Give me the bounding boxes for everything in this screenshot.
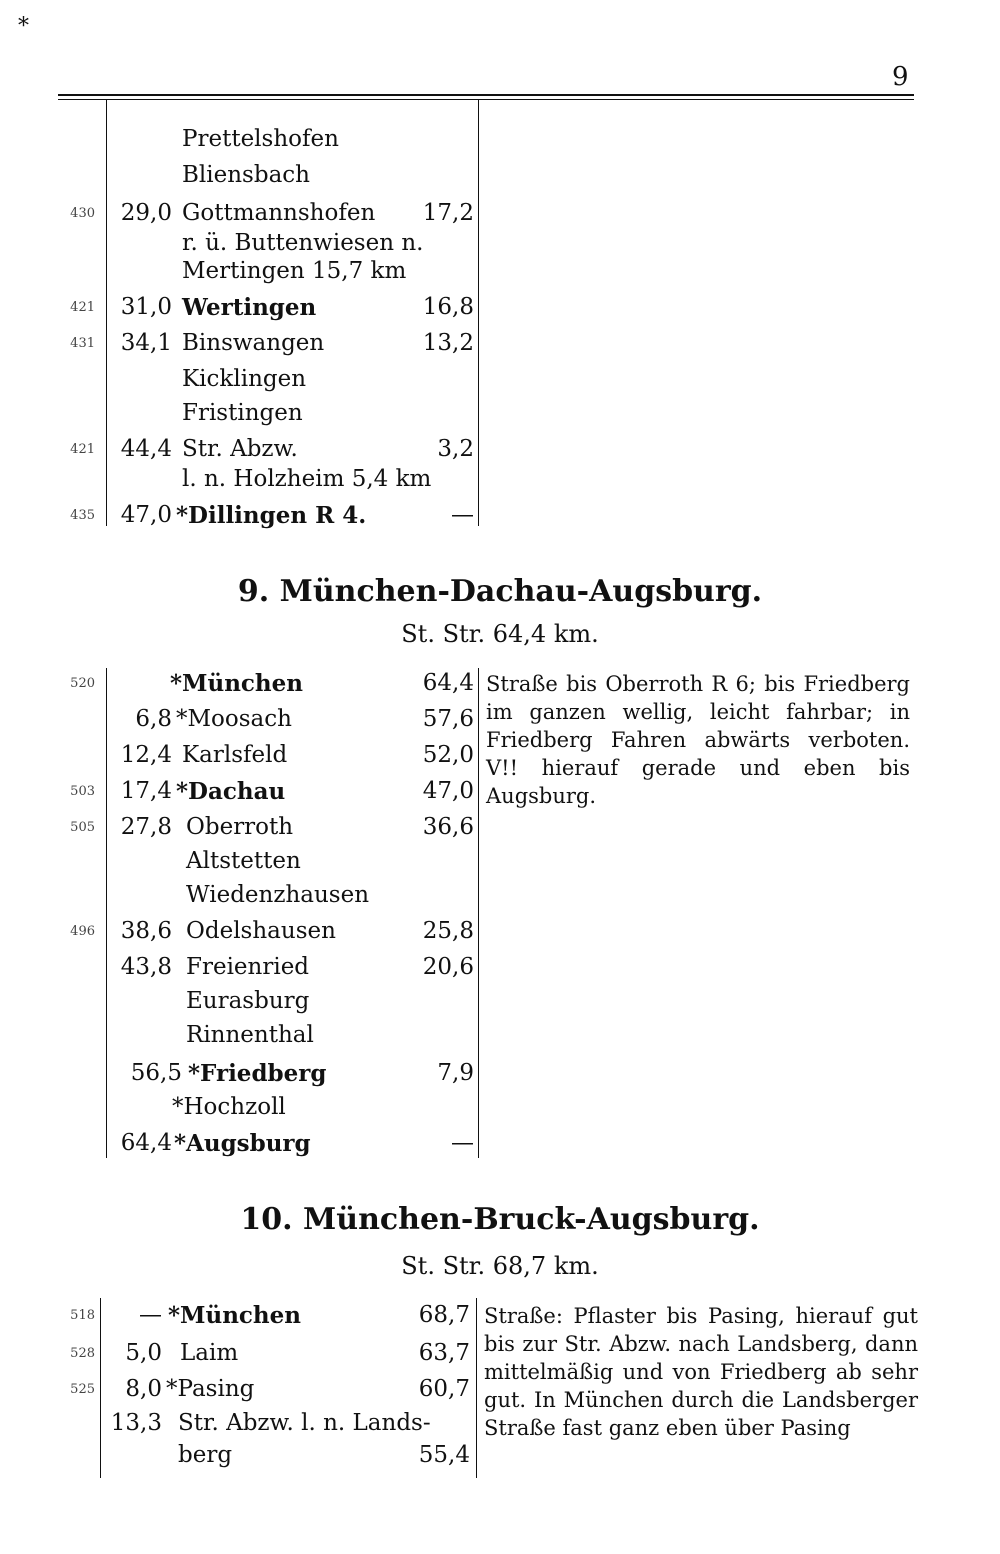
elevation: 505 — [70, 820, 95, 835]
elevation: 431 — [70, 336, 95, 351]
place-name: l. n. Holzheim 5,4 km — [182, 466, 432, 492]
place-name: *Friedberg — [188, 1060, 327, 1087]
place-name: Oberroth — [186, 814, 294, 840]
column-rule — [478, 668, 479, 1158]
section-title: 9. München-Dachau-Augsburg. — [237, 574, 763, 609]
elevation: 528 — [70, 1346, 95, 1361]
elevation: 525 — [70, 1382, 95, 1397]
page-number: 9 — [892, 62, 909, 92]
place-name: Kicklingen — [182, 366, 307, 392]
km-from-start: 17,4 — [120, 778, 172, 804]
km-remaining: 52,0 — [422, 742, 474, 768]
elevation: 503 — [70, 784, 95, 799]
elevation: 520 — [70, 676, 95, 691]
place-name: berg — [178, 1442, 233, 1468]
elevation: 435 — [70, 508, 95, 523]
place-name: Altstetten — [186, 848, 301, 874]
km-from-start: 5,0 — [125, 1340, 162, 1366]
place-name: Bliensbach — [182, 162, 310, 188]
km-from-start: 27,8 — [120, 814, 172, 840]
header-rule-bottom — [58, 99, 914, 100]
km-remaining: 7,9 — [437, 1060, 474, 1086]
place-name: *Augsburg — [174, 1130, 311, 1157]
km-remaining: 25,8 — [422, 918, 474, 944]
place-name: Gottmannshofen — [182, 200, 376, 226]
place-name: *München — [170, 670, 304, 697]
elevation: 421 — [70, 300, 95, 315]
km-remaining: 47,0 — [422, 778, 474, 804]
elevation: 518 — [70, 1308, 95, 1323]
place-name: Str. Abzw. — [182, 436, 298, 462]
place-name: Prettelshofen — [182, 126, 339, 152]
km-from-start: 56,5 — [130, 1060, 182, 1086]
route-description: Straße bis Oberroth R 6; bis Friedberg im ganzen wellig, leicht fahrbar; in Friedberg Fahren abwärts verboten. V!! hierauf gerade und eben bis Augsburg. — [486, 672, 910, 808]
place-name: *München — [168, 1302, 302, 1329]
elevation: 496 — [70, 924, 95, 939]
place-name: Freienried — [186, 954, 310, 980]
km-remaining: 13,2 — [422, 330, 474, 356]
section-title: 10. München-Bruck-Augsburg. — [240, 1202, 760, 1237]
km-remaining: 68,7 — [418, 1302, 470, 1328]
place-name: Binswangen — [182, 330, 325, 356]
km-from-start: 64,4 — [120, 1130, 172, 1156]
place-name: r. ü. Buttenwiesen n. — [182, 230, 424, 256]
place-name: Odelshausen — [186, 918, 336, 944]
place-name: *Moosach — [176, 706, 292, 732]
place-name: Str. Abzw. l. n. Lands- — [178, 1410, 431, 1436]
km-remaining: 57,6 — [422, 706, 474, 732]
route-description: Straße: Pflaster bis Pasing, hierauf gut bis zur Str. Abzw. nach Landsberg, dann mittelmäßig und von Friedberg ab sehr gut. In München durch die Landsberger Straße fast ganz eben über Pasing — [484, 1304, 918, 1440]
place-name: Fristingen — [182, 400, 303, 426]
elevation: 421 — [70, 442, 95, 457]
column-rule — [476, 1298, 477, 1478]
km-remaining: 64,4 — [422, 670, 474, 696]
km-remaining: 55,4 — [418, 1442, 470, 1468]
km-remaining: 17,2 — [422, 200, 474, 226]
place-name: Mertingen 15,7 km — [182, 258, 407, 284]
asterisk-mark: * — [18, 14, 29, 39]
km-from-start: 38,6 — [120, 918, 172, 944]
place-name: *Dachau — [176, 778, 286, 805]
place-name: Eurasburg — [186, 988, 310, 1014]
km-remaining: 36,6 — [422, 814, 474, 840]
place-name: Laim — [180, 1340, 239, 1366]
place-name: *Pasing — [166, 1376, 255, 1402]
place-name: *Hochzoll — [172, 1094, 286, 1120]
place-name: Rinnenthal — [186, 1022, 314, 1048]
km-from-start: 6,8 — [135, 706, 172, 732]
place-name: Karlsfeld — [182, 742, 288, 768]
km-remaining: 63,7 — [418, 1340, 470, 1366]
km-remaining: — — [451, 502, 474, 528]
km-remaining: 60,7 — [418, 1376, 470, 1402]
place-name: Wiedenzhausen — [186, 882, 370, 908]
km-from-start: 43,8 — [120, 954, 172, 980]
section-subtitle: St. Str. 64,4 km. — [401, 620, 599, 648]
km-from-start: 13,3 — [110, 1410, 162, 1436]
km-remaining: 3,2 — [437, 436, 474, 462]
place-name: *Dillingen R 4. — [176, 502, 367, 529]
km-from-start: 47,0 — [120, 502, 172, 528]
km-from-start: 44,4 — [120, 436, 172, 462]
km-from-start: — — [139, 1302, 162, 1328]
km-remaining: 16,8 — [422, 294, 474, 320]
place-name: Wertingen — [182, 294, 317, 321]
header-rule-top — [58, 94, 914, 96]
km-remaining: 20,6 — [422, 954, 474, 980]
km-from-start: 31,0 — [120, 294, 172, 320]
km-from-start: 12,4 — [120, 742, 172, 768]
km-from-start: 29,0 — [120, 200, 172, 226]
elevation: 430 — [70, 206, 95, 221]
km-from-start: 8,0 — [125, 1376, 162, 1402]
km-from-start: 34,1 — [120, 330, 172, 356]
section-subtitle: St. Str. 68,7 km. — [401, 1252, 599, 1280]
column-rule — [478, 100, 479, 526]
km-remaining: — — [451, 1130, 474, 1156]
